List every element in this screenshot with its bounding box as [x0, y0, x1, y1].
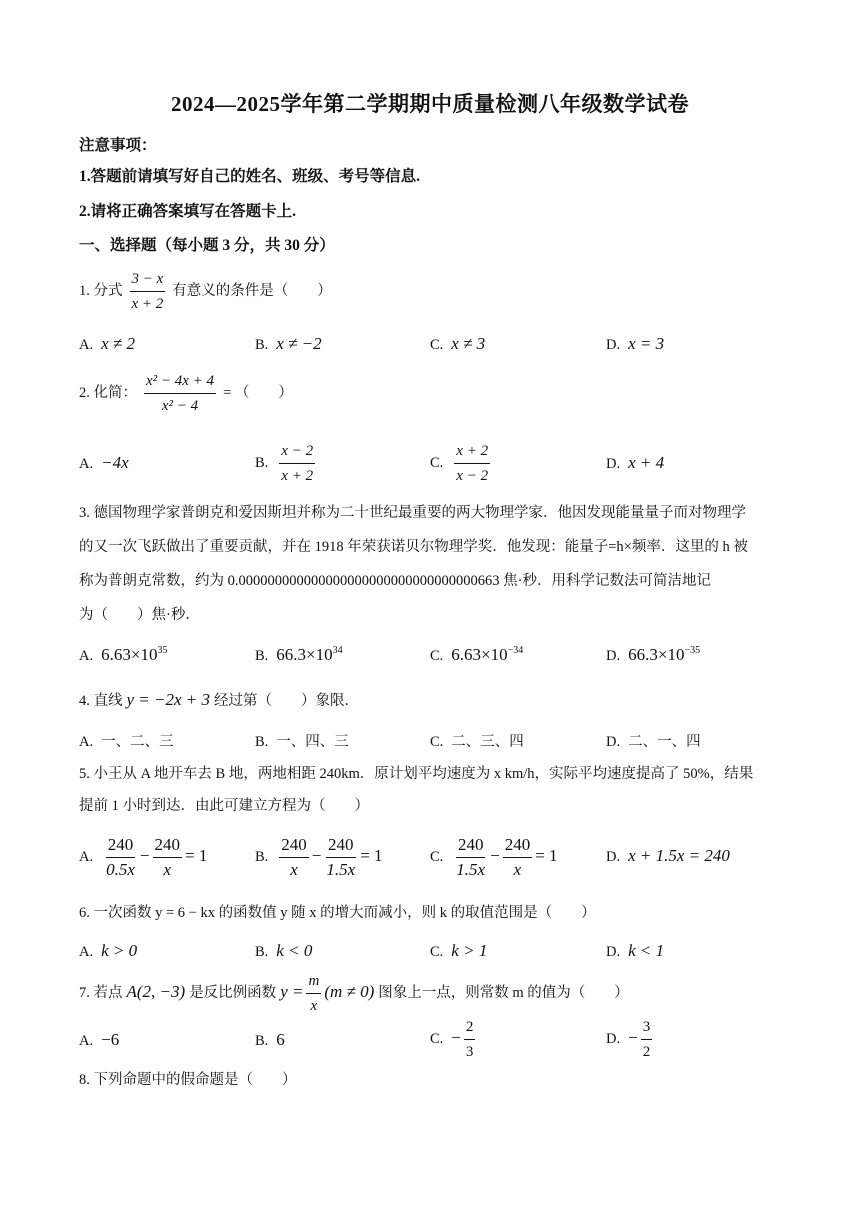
q3-option-a: A. $6.63\times 10^{35}$: [79, 645, 168, 664]
q3-option-d: D. $66.3\times 10^{-35}$: [606, 645, 701, 664]
q2-option-a: A. −4x: [79, 453, 129, 472]
q6-option-b: B. k < 0: [255, 941, 313, 960]
q1-prefix: 1. 分式: [79, 283, 123, 300]
q6-option-d: D. k < 1: [606, 941, 665, 960]
q1-suffix: 有意义的条件是（ ）: [172, 283, 332, 300]
q6-option-a: A. k > 0: [79, 941, 138, 960]
q5-line-1: 5. 小王从 A 地开车去 B 地，两地相距 240km．原计划平均速度为 x km/h，实际平均速度提高了 50%，结果: [79, 766, 754, 782]
q4-option-c: C. 二、三、四: [430, 734, 524, 750]
q2-frac-den: x² − 4: [161, 398, 199, 414]
q1-option-d: D. x = 3: [606, 334, 665, 353]
q2-option-c: C. $\frac{x + 2}{x - 2}$: [430, 440, 493, 487]
q3-line-4: 为（ ）焦·秒．: [79, 607, 200, 623]
q7-point: A(2, −3): [126, 982, 186, 1002]
q1-option-a: A. x ≠ 2: [79, 334, 135, 353]
q3-line-2: 的又一次飞跃做出了重要贡献，并在 1918 年荣获诺贝尔物理学奖．他发现：能量子=h×频率．这里的 h 被: [79, 539, 748, 555]
exam-title: 2024—2025学年第二学期期中质量检测八年级数学试卷: [171, 92, 689, 116]
q3-line-1: 3. 德国物理学家普朗克和爱因斯坦并称为二十世纪最重要的两大物理学家．他因发现能量量子而对物理学: [79, 505, 746, 521]
q4-option-a: A. 一、二、三: [79, 734, 174, 750]
q7-function-lhs: y =: [280, 982, 304, 1002]
notes-item-2: 2.请将正确答案填写在答题卡上.: [79, 203, 297, 220]
q1-option-b: B. x ≠ −2: [255, 334, 322, 353]
q1-option-c: C. x ≠ 3: [430, 334, 486, 353]
q7-option-d: D. − $\frac{3}{2}$: [606, 1016, 655, 1063]
q5-option-a: A. $\frac{240}{0.5x}$ − $\frac{240}{x}$ = 1: [79, 835, 208, 879]
q2-fraction: [144, 370, 216, 417]
q2-suffix: = （ ）: [223, 385, 293, 402]
q1-fraction: [130, 268, 166, 315]
question-6: 6. 一次函数 y = 6 − kx 的函数值 y 随 x 的增大而减小，则 k 的取值范围是（ ）: [79, 905, 596, 921]
q7-option-b: B. 6: [255, 1030, 285, 1049]
q6-option-c: C. k > 1: [430, 941, 488, 960]
notes-item-1: 1.答题前请填写好自己的姓名、班级、考号等信息.: [79, 168, 421, 185]
q2-prefix: 2. 化简：: [79, 385, 137, 402]
q7-option-c: C. − $\frac{2}{3}$: [430, 1016, 478, 1063]
q7-prefix: 7. 若点: [79, 985, 123, 1002]
q7-condition: (m ≠ 0): [324, 982, 375, 1002]
q1-frac-den: x + 2: [131, 296, 164, 312]
notes-heading: 注意事项：: [79, 137, 157, 154]
q4-prefix: 4. 直线: [79, 693, 123, 709]
question-2: [79, 370, 293, 417]
question-1: [79, 268, 332, 315]
q5-option-b: B. $\frac{240}{x}$ − $\frac{240}{1.5x}$ = 1: [255, 835, 383, 879]
q4-expression: y = −2x + 3: [126, 690, 211, 709]
q5-option-c: C. $\frac{240}{1.5x}$ − $\frac{240}{x}$ = 1: [430, 835, 558, 879]
question-7: [79, 970, 629, 1017]
q7-suffix: 图象上一点，则常数 m 的值为（ ）: [378, 985, 629, 1002]
q7-mid: 是反比例函数: [189, 985, 277, 1002]
question-8: 8. 下列命题中的假命题是（ ）: [79, 1072, 297, 1088]
q5-line-2: 提前 1 小时到达．由此可建立方程为（ ）: [79, 798, 369, 814]
q3-option-c: C. $6.63\times 10^{-34}$: [430, 645, 524, 664]
q4-option-b: B. 一、四、三: [255, 734, 349, 750]
q2-frac-num: x² − 4x + 4: [144, 370, 216, 394]
section-heading: 一、选择题（每小题 3 分，共 30 分）: [79, 237, 335, 254]
q7-option-a: A. −6: [79, 1030, 120, 1049]
q7-function-fraction: $\frac{m}{x}$: [306, 970, 321, 1017]
q2-option-d: D. x + 4: [606, 453, 665, 472]
q4-suffix: 经过第（ ）象限．: [214, 693, 360, 709]
question-4: [79, 690, 359, 711]
q4-option-d: D. 二、一、四: [606, 734, 701, 750]
q5-option-d: D. x + 1.5x = 240: [606, 846, 730, 865]
q3-line-3: 称为普朗克常数，约为 0.000000000000000000000000000000000663 焦·秒．用科学记数法可简洁地记: [79, 573, 711, 589]
q3-option-b: B. $66.3\times 10^{34}$: [255, 645, 343, 664]
q1-frac-num: 3 − x: [130, 268, 166, 292]
q2-option-b: B. $\frac{x - 2}{x + 2}$: [255, 440, 318, 487]
